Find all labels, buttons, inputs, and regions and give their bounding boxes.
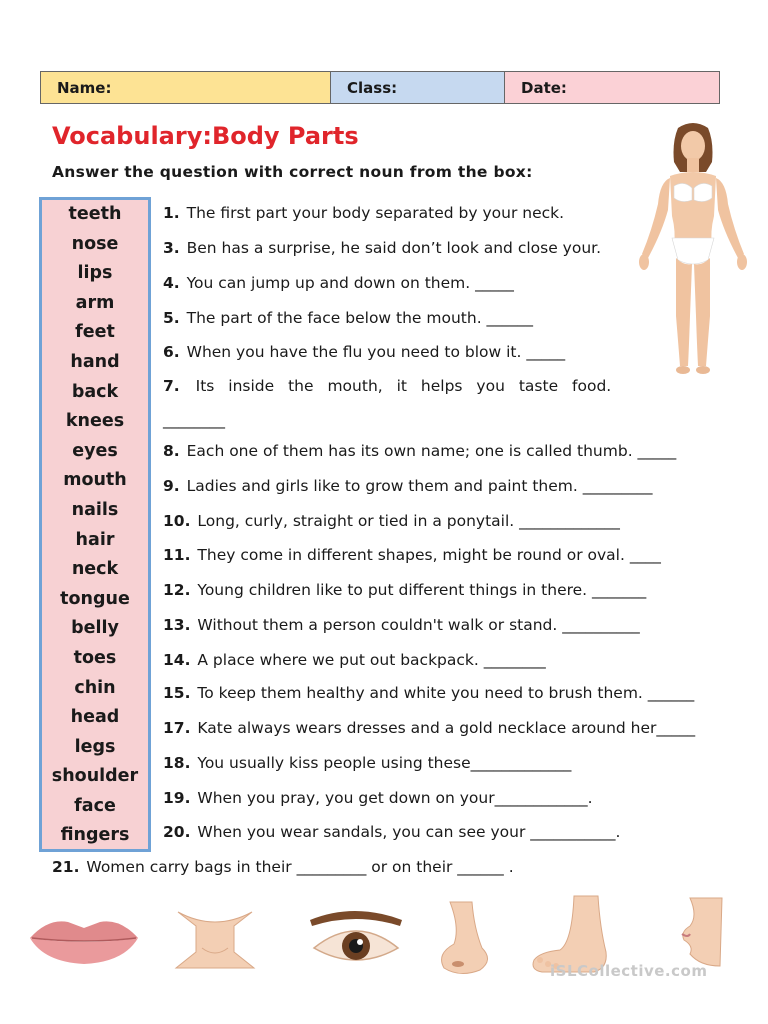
worksheet-title: Vocabulary:Body Parts [52,122,359,150]
word-bank-item: feet [75,322,115,343]
question-7: 7. Its inside the mouth, it helps you taste food. [163,377,612,395]
question-10: 10. Long, curly, straight or tied in a ponytail. _____________ [163,512,620,530]
watermark-text: iSLCollective.com [550,962,708,980]
neck-image [172,908,258,978]
question-4: 4. You can jump up and down on them. _____ [163,274,514,292]
body-part-pictures [0,890,768,1000]
question-19: 19. When you pray, you get down on your____________. [163,789,593,807]
nose-image [430,898,498,978]
question-18: 18. You usually kiss people using these_____________ [163,754,572,772]
word-bank-item: back [71,381,119,402]
question-21: 21. Women carry bags in their _________ or on their ______ . [52,858,514,876]
word-bank-item: toes [73,647,117,668]
question-17: 17. Kate always wears dresses and a gold necklace around her_____ [163,719,696,737]
word-bank-item: shoulder [51,766,139,787]
word-bank-item: fingers [60,825,130,846]
word-bank-item: neck [71,559,119,580]
question-20: 20. When you wear sandals, you can see your ___________. [163,823,621,841]
name-label: Name: [57,78,112,97]
word-bank-item: teeth [68,204,122,224]
question-15: 15. To keep them healthy and white you need to brush them. ______ [163,684,695,702]
date-label: Date: [521,78,567,97]
question-5: 5. The part of the face below the mouth. ______ [163,309,534,327]
question-13: 13. Without them a person couldn't walk or stand. __________ [163,616,640,634]
word-bank-item: mouth [63,470,127,491]
word-bank-item: arm [75,292,115,313]
question-8: 8. Each one of them has its own name; one is called thumb. _____ [163,442,677,460]
word-bank-item: belly [71,618,119,639]
word-bank-item: hair [75,529,115,550]
question-7-blank: ________ [163,411,225,429]
question-11: 11. They come in different shapes, might be round or oval. ____ [163,546,661,564]
lips-image [28,914,140,966]
word-bank-item: nails [71,499,119,520]
question-6: 6. When you have the flu you need to blow it. _____ [163,343,566,361]
word-bank-item: knees [65,411,125,432]
word-bank-item: face [74,795,116,816]
question-1: 1. The first part your body separated by your neck. [163,204,565,222]
word-bank-item: legs [74,736,116,757]
instruction-text: Answer the question with correct noun from the box: [52,163,533,181]
word-bank-item: nose [71,233,119,254]
question-12: 12. Young children like to put different things in there. _______ [163,581,647,599]
eye-image [306,906,406,978]
word-bank-item: lips [77,263,113,284]
word-bank-item: chin [74,677,116,698]
word-bank-item: eyes [72,440,118,461]
question-9: 9. Ladies and girls like to grow them and paint them. _________ [163,477,653,495]
word-bank-item: tongue [60,588,130,609]
question-14: 14. A place where we put out backpack. ________ [163,651,546,669]
class-label: Class: [347,78,398,97]
word-bank-item: head [70,707,120,728]
word-bank-item: hand [70,351,120,372]
question-3: 3. Ben has a surprise, he said don’t look and close your. [163,239,602,257]
